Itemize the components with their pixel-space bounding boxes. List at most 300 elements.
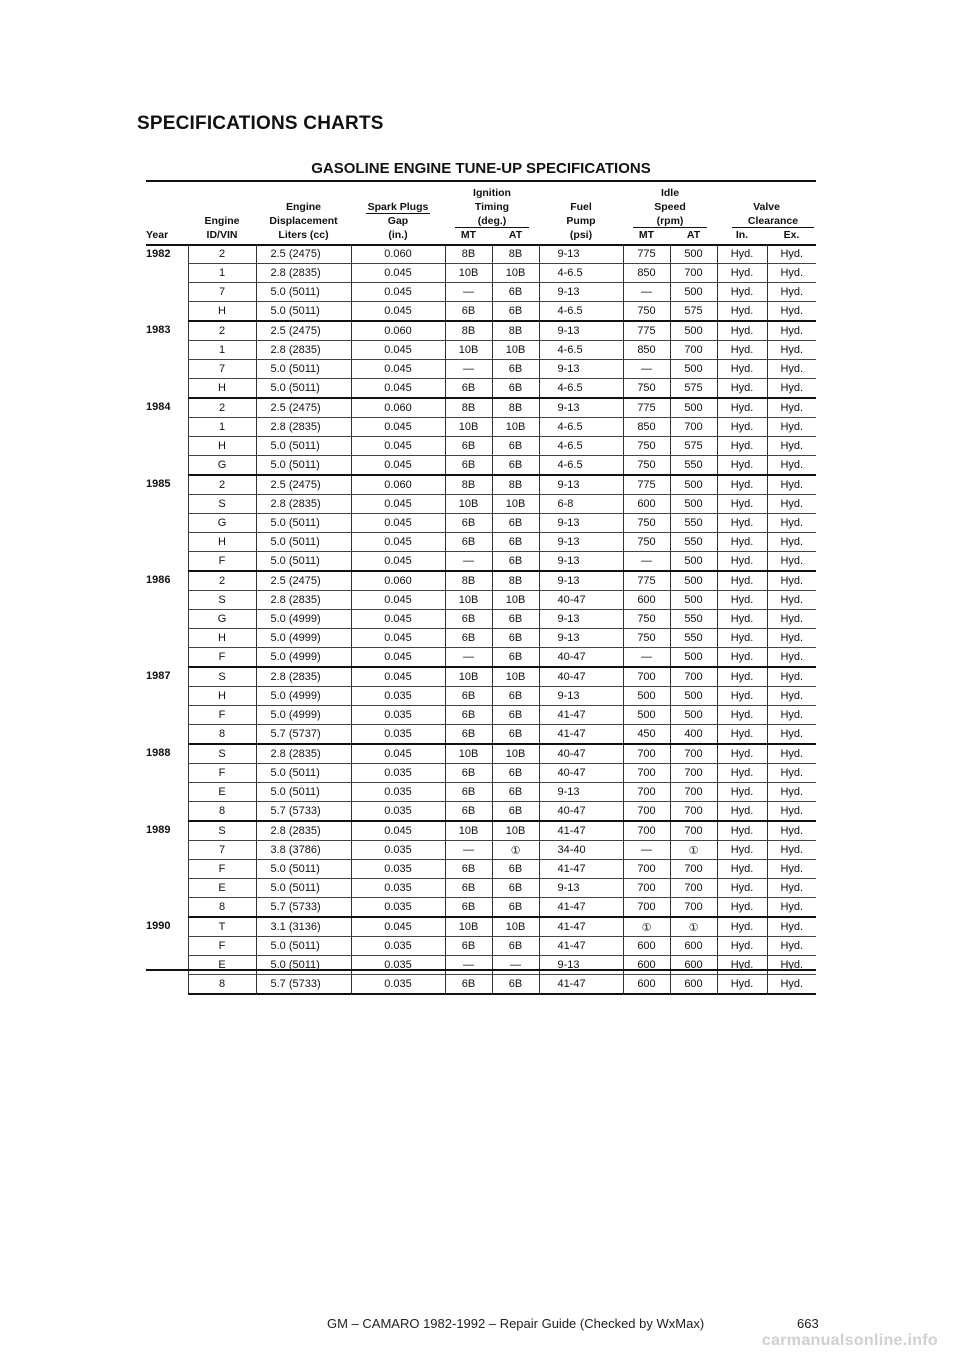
- cell-fuel-pump: 9-13: [539, 475, 623, 495]
- year-cell: 1983: [146, 324, 171, 336]
- cell-timing-at: 10B: [492, 495, 539, 514]
- cell-valve-ex: Hyd.: [767, 917, 816, 937]
- cell-timing-at: 6B: [492, 629, 539, 648]
- cell-engine-id: S: [188, 495, 256, 514]
- cell-valve-in: Hyd.: [717, 648, 767, 668]
- cell-idle-mt: 700: [623, 744, 670, 764]
- cell-valve-in: Hyd.: [717, 283, 767, 302]
- table-row: [146, 783, 816, 802]
- cell-valve-in: Hyd.: [717, 379, 767, 399]
- table-row: [146, 629, 816, 648]
- cell-idle-at: ①: [670, 917, 717, 937]
- cell-spark-gap: 0.045: [351, 667, 445, 687]
- cell-displacement: 5.0 (4999): [256, 629, 351, 648]
- table-row: [146, 341, 816, 360]
- cell-engine-id: H: [188, 629, 256, 648]
- cell-engine-id: H: [188, 437, 256, 456]
- header-fuel: Fuel: [570, 201, 592, 213]
- cell-timing-at: 6B: [492, 706, 539, 725]
- cell-valve-ex: Hyd.: [767, 495, 816, 514]
- cell-valve-in: Hyd.: [717, 917, 767, 937]
- cell-idle-at: 500: [670, 360, 717, 379]
- cell-timing-at: 10B: [492, 341, 539, 360]
- header-ignition-at: AT: [508, 229, 523, 241]
- cell-spark-gap: 0.045: [351, 533, 445, 552]
- cell-valve-in: Hyd.: [717, 744, 767, 764]
- table-row: [146, 245, 816, 264]
- cell-engine-id: 1: [188, 341, 256, 360]
- header-ignition-mt: MT: [460, 229, 477, 241]
- cell-fuel-pump: 41-47: [539, 937, 623, 956]
- cell-engine-id: F: [188, 706, 256, 725]
- cell-idle-mt: 700: [623, 898, 670, 918]
- cell-valve-ex: Hyd.: [767, 552, 816, 572]
- cell-idle-mt: 775: [623, 321, 670, 341]
- cell-idle-at: 550: [670, 533, 717, 552]
- cell-valve-in: Hyd.: [717, 302, 767, 322]
- cell-valve-in: Hyd.: [717, 860, 767, 879]
- cell-valve-in: Hyd.: [717, 533, 767, 552]
- cell-timing-mt: 8B: [445, 398, 492, 418]
- cell-idle-mt: 600: [623, 937, 670, 956]
- cell-engine-id: 2: [188, 245, 256, 264]
- cell-valve-in: Hyd.: [717, 898, 767, 918]
- cell-spark-gap: 0.060: [351, 245, 445, 264]
- cell-valve-ex: Hyd.: [767, 937, 816, 956]
- cell-timing-mt: 10B: [445, 418, 492, 437]
- cell-fuel-pump: 9-13: [539, 687, 623, 706]
- table-row: [146, 667, 816, 687]
- header-valve: Valve: [753, 201, 780, 213]
- cell-engine-id: G: [188, 456, 256, 476]
- cell-spark-gap: 0.035: [351, 764, 445, 783]
- cell-engine-id: 8: [188, 975, 256, 995]
- cell-fuel-pump: 9-13: [539, 629, 623, 648]
- cell-timing-mt: 10B: [445, 591, 492, 610]
- table-row: [146, 495, 816, 514]
- table-row: [146, 552, 816, 572]
- cell-spark-gap: 0.035: [351, 783, 445, 802]
- cell-displacement: 5.0 (4999): [256, 706, 351, 725]
- cell-spark-gap: 0.045: [351, 744, 445, 764]
- cell-valve-in: Hyd.: [717, 879, 767, 898]
- cell-timing-at: 8B: [492, 245, 539, 264]
- cell-timing-mt: 6B: [445, 437, 492, 456]
- cell-timing-at: 6B: [492, 437, 539, 456]
- table-row: [146, 956, 816, 975]
- cell-displacement: 2.8 (2835): [256, 667, 351, 687]
- cell-displacement: 5.0 (5011): [256, 360, 351, 379]
- cell-valve-in: Hyd.: [717, 937, 767, 956]
- cell-idle-at: 600: [670, 956, 717, 975]
- cell-engine-id: 2: [188, 475, 256, 495]
- cell-valve-ex: Hyd.: [767, 398, 816, 418]
- cell-spark-gap: 0.060: [351, 321, 445, 341]
- cell-idle-at: 700: [670, 418, 717, 437]
- cell-timing-at: 6B: [492, 648, 539, 668]
- cell-displacement: 5.0 (5011): [256, 283, 351, 302]
- cell-engine-id: 8: [188, 802, 256, 822]
- cell-spark-gap: 0.045: [351, 552, 445, 572]
- cell-displacement: 5.0 (4999): [256, 648, 351, 668]
- cell-idle-mt: 700: [623, 667, 670, 687]
- cell-timing-at: 8B: [492, 321, 539, 341]
- cell-spark-gap: 0.035: [351, 687, 445, 706]
- cell-idle-mt: 700: [623, 802, 670, 822]
- cell-engine-id: S: [188, 591, 256, 610]
- cell-timing-mt: 6B: [445, 975, 492, 995]
- header-valve-clearance: Clearance: [732, 215, 814, 228]
- cell-displacement: 5.0 (5011): [256, 552, 351, 572]
- cell-idle-mt: 700: [623, 860, 670, 879]
- cell-valve-ex: Hyd.: [767, 283, 816, 302]
- header-fuel-pump: Pump: [566, 215, 596, 227]
- header-engine-vin: ID/VIN: [206, 229, 238, 241]
- cell-fuel-pump: 40-47: [539, 744, 623, 764]
- cell-valve-ex: Hyd.: [767, 648, 816, 668]
- cell-fuel-pump: 9-13: [539, 360, 623, 379]
- cell-displacement: 5.0 (5011): [256, 456, 351, 476]
- cell-fuel-pump: 9-13: [539, 783, 623, 802]
- cell-valve-ex: Hyd.: [767, 725, 816, 745]
- cell-spark-gap: 0.035: [351, 725, 445, 745]
- cell-fuel-pump: 9-13: [539, 552, 623, 572]
- cell-spark-gap: 0.035: [351, 860, 445, 879]
- cell-valve-ex: Hyd.: [767, 667, 816, 687]
- cell-idle-mt: 850: [623, 418, 670, 437]
- cell-idle-mt: 600: [623, 975, 670, 995]
- cell-displacement: 3.8 (3786): [256, 841, 351, 860]
- header-timing: Timing: [474, 201, 510, 213]
- cell-idle-mt: 700: [623, 764, 670, 783]
- cell-idle-at: 600: [670, 975, 717, 995]
- cell-spark-gap: 0.045: [351, 379, 445, 399]
- cell-fuel-pump: 4-6.5: [539, 437, 623, 456]
- cell-idle-mt: —: [623, 841, 670, 860]
- cell-idle-at: 500: [670, 706, 717, 725]
- cell-valve-in: Hyd.: [717, 571, 767, 591]
- cell-valve-in: Hyd.: [717, 418, 767, 437]
- cell-spark-gap: 0.060: [351, 571, 445, 591]
- cell-timing-mt: 6B: [445, 898, 492, 918]
- cell-idle-at: 500: [670, 321, 717, 341]
- cell-timing-mt: 6B: [445, 860, 492, 879]
- cell-idle-at: 600: [670, 937, 717, 956]
- cell-engine-id: E: [188, 879, 256, 898]
- table-row: [146, 379, 816, 399]
- year-cell: 1990: [146, 920, 171, 932]
- cell-idle-mt: 850: [623, 341, 670, 360]
- cell-timing-mt: —: [445, 841, 492, 860]
- cell-timing-at: 10B: [492, 264, 539, 283]
- cell-timing-mt: 8B: [445, 475, 492, 495]
- cell-engine-id: F: [188, 552, 256, 572]
- table-row: [146, 860, 816, 879]
- cell-engine-id: H: [188, 687, 256, 706]
- cell-timing-mt: —: [445, 648, 492, 668]
- cell-valve-in: Hyd.: [717, 667, 767, 687]
- cell-fuel-pump: 4-6.5: [539, 302, 623, 322]
- cell-idle-at: 500: [670, 245, 717, 264]
- table-row: [146, 975, 816, 995]
- cell-valve-ex: Hyd.: [767, 418, 816, 437]
- cell-displacement: 2.8 (2835): [256, 418, 351, 437]
- cell-idle-at: 400: [670, 725, 717, 745]
- cell-spark-gap: 0.035: [351, 706, 445, 725]
- table-row: [146, 514, 816, 533]
- table-row: [146, 725, 816, 745]
- cell-spark-gap: 0.045: [351, 648, 445, 668]
- cell-displacement: 5.0 (5011): [256, 956, 351, 975]
- cell-idle-mt: 750: [623, 610, 670, 629]
- cell-displacement: 5.7 (5733): [256, 898, 351, 918]
- header-idle-unit: (rpm): [633, 215, 707, 228]
- cell-idle-mt: 600: [623, 956, 670, 975]
- cell-valve-ex: Hyd.: [767, 302, 816, 322]
- cell-timing-mt: 6B: [445, 610, 492, 629]
- table-row: [146, 437, 816, 456]
- cell-timing-mt: 6B: [445, 687, 492, 706]
- cell-idle-mt: 700: [623, 879, 670, 898]
- cell-timing-at: 6B: [492, 283, 539, 302]
- cell-engine-id: 8: [188, 725, 256, 745]
- cell-valve-in: Hyd.: [717, 591, 767, 610]
- cell-idle-at: 700: [670, 744, 717, 764]
- cell-timing-at: 6B: [492, 975, 539, 995]
- cell-spark-gap: 0.035: [351, 879, 445, 898]
- cell-idle-mt: 750: [623, 379, 670, 399]
- cell-idle-at: ①: [670, 841, 717, 860]
- cell-timing-at: 6B: [492, 725, 539, 745]
- cell-engine-id: F: [188, 764, 256, 783]
- cell-fuel-pump: 9-13: [539, 956, 623, 975]
- cell-timing-at: —: [492, 956, 539, 975]
- cell-timing-mt: —: [445, 956, 492, 975]
- cell-valve-in: Hyd.: [717, 610, 767, 629]
- cell-displacement: 2.8 (2835): [256, 821, 351, 841]
- cell-displacement: 5.0 (4999): [256, 687, 351, 706]
- cell-idle-at: 550: [670, 629, 717, 648]
- cell-displacement: 5.0 (5011): [256, 379, 351, 399]
- cell-valve-in: Hyd.: [717, 802, 767, 822]
- cell-fuel-pump: 40-47: [539, 667, 623, 687]
- cell-valve-in: Hyd.: [717, 437, 767, 456]
- cell-engine-id: E: [188, 783, 256, 802]
- cell-timing-at: 6B: [492, 302, 539, 322]
- cell-timing-mt: 10B: [445, 917, 492, 937]
- cell-fuel-pump: 9-13: [539, 245, 623, 264]
- cell-timing-at: 6B: [492, 764, 539, 783]
- cell-displacement: 2.8 (2835): [256, 495, 351, 514]
- cell-timing-at: 6B: [492, 610, 539, 629]
- cell-valve-ex: Hyd.: [767, 898, 816, 918]
- cell-timing-at: 8B: [492, 571, 539, 591]
- cell-fuel-pump: 41-47: [539, 975, 623, 995]
- cell-displacement: 5.0 (5011): [256, 937, 351, 956]
- table-row: [146, 744, 816, 764]
- cell-valve-in: Hyd.: [717, 821, 767, 841]
- cell-valve-ex: Hyd.: [767, 245, 816, 264]
- year-cell: 1986: [146, 574, 171, 586]
- cell-timing-mt: 10B: [445, 264, 492, 283]
- cell-valve-ex: Hyd.: [767, 341, 816, 360]
- cell-engine-id: S: [188, 667, 256, 687]
- cell-timing-mt: 6B: [445, 802, 492, 822]
- header-ignition: Ignition: [473, 187, 511, 199]
- cell-displacement: 3.1 (3136): [256, 917, 351, 937]
- table-row: [146, 687, 816, 706]
- header-timing-unit: (deg.): [455, 215, 529, 228]
- header-year: Year: [146, 229, 169, 241]
- cell-valve-in: Hyd.: [717, 264, 767, 283]
- cell-fuel-pump: 41-47: [539, 898, 623, 918]
- cell-valve-in: Hyd.: [717, 360, 767, 379]
- cell-timing-at: 6B: [492, 514, 539, 533]
- cell-idle-mt: 750: [623, 533, 670, 552]
- cell-fuel-pump: 9-13: [539, 398, 623, 418]
- cell-timing-mt: 6B: [445, 725, 492, 745]
- cell-timing-mt: 6B: [445, 937, 492, 956]
- cell-displacement: 2.5 (2475): [256, 571, 351, 591]
- cell-engine-id: F: [188, 648, 256, 668]
- cell-idle-mt: 700: [623, 821, 670, 841]
- cell-timing-mt: 6B: [445, 379, 492, 399]
- table-row: [146, 264, 816, 283]
- cell-displacement: 2.5 (2475): [256, 398, 351, 418]
- cell-fuel-pump: 9-13: [539, 514, 623, 533]
- cell-engine-id: 2: [188, 571, 256, 591]
- table-row: [146, 283, 816, 302]
- cell-idle-at: 700: [670, 667, 717, 687]
- cell-timing-at: 6B: [492, 860, 539, 879]
- cell-fuel-pump: 40-47: [539, 764, 623, 783]
- cell-fuel-pump: 4-6.5: [539, 264, 623, 283]
- cell-timing-at: 6B: [492, 937, 539, 956]
- cell-idle-mt: 775: [623, 571, 670, 591]
- watermark: carmanualsonline.info: [761, 1332, 938, 1349]
- cell-idle-mt: 750: [623, 302, 670, 322]
- cell-spark-gap: 0.045: [351, 591, 445, 610]
- cell-spark-gap: 0.035: [351, 841, 445, 860]
- cell-idle-at: 500: [670, 687, 717, 706]
- cell-idle-mt: 600: [623, 591, 670, 610]
- cell-idle-mt: —: [623, 648, 670, 668]
- cell-valve-in: Hyd.: [717, 975, 767, 995]
- cell-timing-mt: 10B: [445, 667, 492, 687]
- cell-idle-mt: 750: [623, 456, 670, 476]
- cell-idle-at: 700: [670, 783, 717, 802]
- cell-timing-mt: 8B: [445, 571, 492, 591]
- cell-spark-gap: 0.045: [351, 360, 445, 379]
- cell-spark-gap: 0.045: [351, 437, 445, 456]
- cell-timing-mt: —: [445, 552, 492, 572]
- cell-fuel-pump: 41-47: [539, 706, 623, 725]
- cell-idle-mt: 750: [623, 514, 670, 533]
- cell-idle-mt: 450: [623, 725, 670, 745]
- cell-idle-mt: 775: [623, 245, 670, 264]
- cell-engine-id: G: [188, 610, 256, 629]
- cell-idle-mt: —: [623, 283, 670, 302]
- cell-engine-id: 2: [188, 398, 256, 418]
- header-idle: Idle: [660, 187, 680, 199]
- cell-timing-mt: 6B: [445, 302, 492, 322]
- cell-valve-ex: Hyd.: [767, 475, 816, 495]
- cell-fuel-pump: 34-40: [539, 841, 623, 860]
- table-row: [146, 706, 816, 725]
- cell-timing-mt: 6B: [445, 879, 492, 898]
- cell-valve-in: Hyd.: [717, 245, 767, 264]
- cell-spark-gap: 0.045: [351, 283, 445, 302]
- cell-idle-mt: 850: [623, 264, 670, 283]
- table-row: [146, 398, 816, 418]
- cell-idle-at: 575: [670, 302, 717, 322]
- cell-valve-ex: Hyd.: [767, 379, 816, 399]
- year-cell: 1989: [146, 824, 171, 836]
- header-displacement-3: Liters (cc): [278, 229, 329, 241]
- cell-displacement: 2.8 (2835): [256, 744, 351, 764]
- cell-spark-gap: 0.035: [351, 898, 445, 918]
- year-cell: 1984: [146, 401, 171, 413]
- cell-idle-mt: 750: [623, 437, 670, 456]
- cell-engine-id: 7: [188, 283, 256, 302]
- cell-fuel-pump: 9-13: [539, 879, 623, 898]
- cell-displacement: 2.8 (2835): [256, 591, 351, 610]
- cell-spark-gap: 0.035: [351, 956, 445, 975]
- cell-fuel-pump: 4-6.5: [539, 456, 623, 476]
- cell-spark-gap: 0.035: [351, 975, 445, 995]
- table-row: [146, 475, 816, 495]
- cell-timing-at: 8B: [492, 475, 539, 495]
- year-cell: 1987: [146, 670, 171, 682]
- cell-timing-at: 10B: [492, 917, 539, 937]
- header-fuel-unit: (psi): [569, 229, 593, 241]
- cell-timing-at: 10B: [492, 591, 539, 610]
- cell-idle-at: 500: [670, 283, 717, 302]
- cell-timing-mt: 6B: [445, 456, 492, 476]
- page-heading: SPECIFICATIONS CHARTS: [137, 113, 384, 134]
- cell-spark-gap: 0.045: [351, 917, 445, 937]
- cell-idle-at: 700: [670, 764, 717, 783]
- cell-engine-id: F: [188, 860, 256, 879]
- cell-timing-mt: —: [445, 360, 492, 379]
- cell-timing-at: 10B: [492, 744, 539, 764]
- cell-timing-at: 6B: [492, 898, 539, 918]
- cell-timing-mt: —: [445, 283, 492, 302]
- cell-spark-gap: 0.060: [351, 398, 445, 418]
- cell-engine-id: S: [188, 821, 256, 841]
- cell-timing-mt: 6B: [445, 629, 492, 648]
- year-cell: 1988: [146, 747, 171, 759]
- cell-timing-mt: 6B: [445, 533, 492, 552]
- cell-idle-at: 700: [670, 341, 717, 360]
- cell-valve-ex: Hyd.: [767, 860, 816, 879]
- cell-valve-in: Hyd.: [717, 956, 767, 975]
- table-row: [146, 879, 816, 898]
- cell-valve-ex: Hyd.: [767, 456, 816, 476]
- cell-valve-ex: Hyd.: [767, 571, 816, 591]
- cell-spark-gap: 0.045: [351, 302, 445, 322]
- cell-idle-mt: —: [623, 552, 670, 572]
- cell-idle-at: 700: [670, 879, 717, 898]
- cell-timing-at: 6B: [492, 456, 539, 476]
- header-idle-at: AT: [686, 229, 701, 241]
- cell-timing-at: 6B: [492, 533, 539, 552]
- cell-valve-in: Hyd.: [717, 341, 767, 360]
- header-idle-mt: MT: [638, 229, 655, 241]
- header-displacement-2: Displacement: [269, 215, 338, 227]
- cell-displacement: 5.0 (4999): [256, 610, 351, 629]
- year-cell: 1982: [146, 248, 171, 260]
